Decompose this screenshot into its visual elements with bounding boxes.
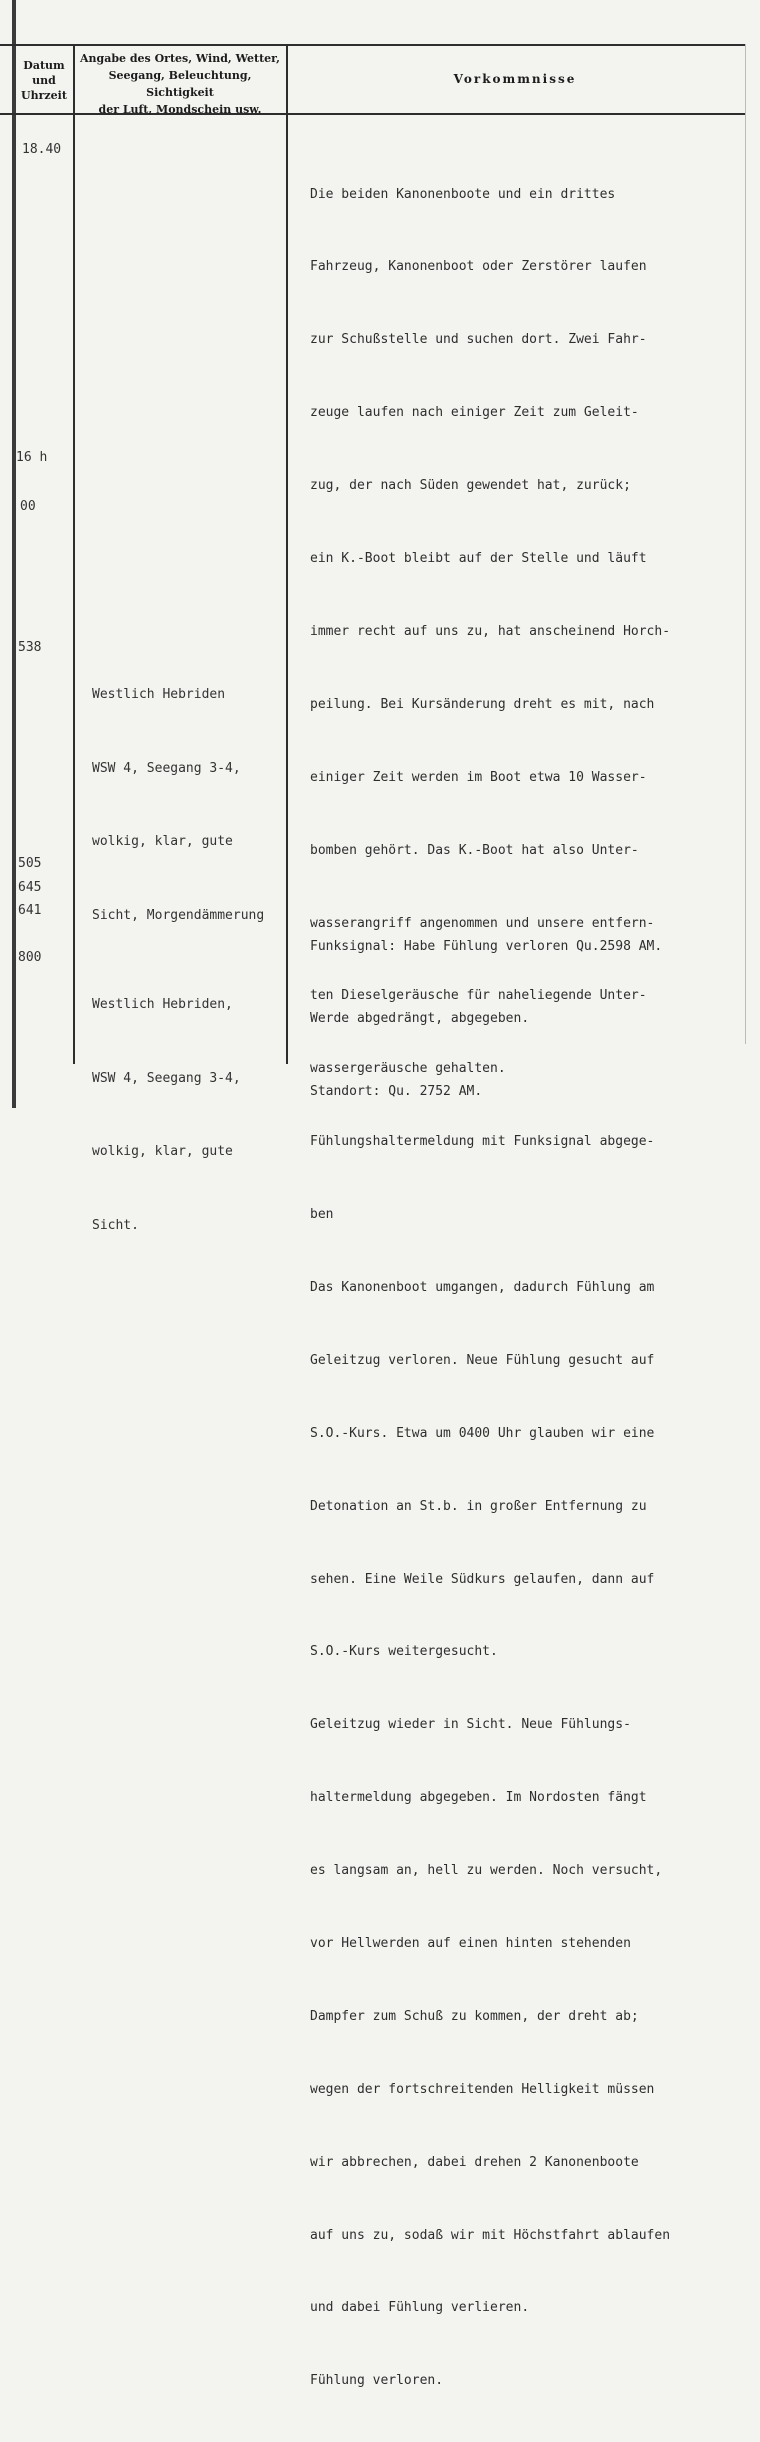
location-line: WSW 4, Seegang 3-4, xyxy=(92,760,241,776)
header-datum-line: und xyxy=(32,74,56,87)
time-entry: 641 xyxy=(18,903,42,918)
entry-line: vor Hellwerden auf einen hinten stehenden xyxy=(310,1935,631,1951)
header-datum-line: Uhrzeit xyxy=(21,89,67,102)
header-ort xyxy=(76,50,284,118)
time-entry: 505 xyxy=(18,856,42,871)
entry-line: Geleitzug wieder in Sicht. Neue Fühlungs- xyxy=(310,1717,631,1733)
entry-line: Geleitzug verloren. Neue Fühlung gesucht auf xyxy=(310,1352,655,1368)
entry-line: ten Dieselgeräusche für naheliegende Unter- xyxy=(310,988,647,1004)
header-ort-line: Angabe des Ortes, Wind, Wetter, xyxy=(79,52,281,65)
header-ort-line: Seegang, Beleuchtung, Sichtigkeit xyxy=(108,69,252,99)
entry-line: ben xyxy=(310,1207,334,1223)
entry-line: auf uns zu, sodaß wir mit Höchstfahrt ablaufen xyxy=(310,2227,671,2243)
table-top-rule xyxy=(0,44,745,46)
location-line: Westlich Hebriden, xyxy=(92,997,233,1012)
entry-line: Funksignal: Habe Fühlung verloren Qu.2598 AM. xyxy=(310,938,663,954)
entry-line: Fahrzeug, Kanonenboot oder Zerstörer laufen xyxy=(310,259,647,275)
entry-line: wasserangriff angenommen und unsere entfern- xyxy=(310,915,655,931)
entry-line: zug, der nach Süden gewendet hat, zurück; xyxy=(310,478,631,494)
location-line: WSW 4, Seegang 3-4, xyxy=(92,1070,241,1086)
location-line: wolkig, klar, gute xyxy=(92,1144,233,1159)
entry-block xyxy=(310,134,670,2442)
entry-line: bomben gehört. Das K.-Boot hat also Unter- xyxy=(310,842,639,858)
time-entry: 00 xyxy=(20,499,36,514)
entry-line: wegen der fortschreitenden Helligkeit müssen xyxy=(310,2081,655,2097)
time-entry: 800 xyxy=(18,950,42,965)
entry-line: es langsam an, hell zu werden. Noch versucht, xyxy=(310,1863,663,1879)
column-divider-1 xyxy=(73,44,75,1064)
entry-block xyxy=(310,886,662,1153)
entry-line: Detonation an St.b. in großer Entfernung zu xyxy=(310,1498,647,1514)
entry-line: zeuge laufen nach einiger Zeit zum Geleit- xyxy=(310,405,639,421)
location-block xyxy=(92,634,264,977)
entry-line: Die beiden Kanonenboote und ein drittes xyxy=(310,186,616,202)
location-line: Sicht. xyxy=(92,1217,139,1233)
entry-line: Fühlungshaltermeldung mit Funksignal abgege- xyxy=(310,1134,655,1150)
header-datum-line: Datum xyxy=(23,59,65,72)
entry-line: S.O.-Kurs. Etwa um 0400 Uhr glauben wir eine xyxy=(310,1425,655,1441)
entry-line: zur Schußstelle und suchen dort. Zwei Fahr- xyxy=(310,332,647,348)
entry-line: wir abbrechen, dabei drehen 2 Kanonenboote xyxy=(310,2154,639,2170)
column-divider-right xyxy=(745,44,746,1044)
entry-line: Dampfer zum Schuß zu kommen, der dreht ab; xyxy=(310,2008,639,2024)
left-binding-edge xyxy=(12,0,16,1108)
entry-line: Fühlung verloren. xyxy=(310,2373,444,2389)
entry-line: ein K.-Boot bleibt auf der Stelle und läuft xyxy=(310,551,647,567)
entry-line: immer recht auf uns zu, hat anscheinend Horch- xyxy=(310,623,671,639)
header-ort-line: der Luft, Mondschein usw. xyxy=(98,103,262,116)
column-divider-2 xyxy=(286,44,288,1064)
entry-line: peilung. Bei Kursänderung dreht es mit, nach xyxy=(310,696,655,712)
entry-line: S.O.-Kurs weitergesucht. xyxy=(310,1644,498,1660)
entry-line: Werde abgedrängt, abgegeben. xyxy=(310,1011,530,1027)
entry-line: einiger Zeit werden im Boot etwa 10 Wasser- xyxy=(310,769,647,785)
time-entry: 16 h xyxy=(16,450,48,465)
location-block xyxy=(92,944,241,1287)
entry-line: wassergeräusche gehalten. xyxy=(310,1061,506,1077)
location-line: Westlich Hebriden xyxy=(92,687,226,702)
time-entry: 538 xyxy=(18,640,42,655)
header-datum xyxy=(16,58,72,103)
location-line: wolkig, klar, gute xyxy=(92,834,233,849)
location-line: Sicht, Morgendämmerung xyxy=(92,907,265,923)
entry-line: haltermeldung abgegeben. Im Nordosten fängt xyxy=(310,1790,647,1806)
entry-line: und dabei Fühlung verlieren. xyxy=(310,2300,530,2316)
header-vorkommnisse: Vorkommnisse xyxy=(453,72,577,86)
entry-line: sehen. Eine Weile Südkurs gelaufen, dann auf xyxy=(310,1571,655,1587)
time-entry: 18.40 xyxy=(22,142,62,157)
time-entry: 645 xyxy=(18,880,42,895)
entry-line: Das Kanonenboot umgangen, dadurch Fühlung am xyxy=(310,1279,655,1295)
entry-line: Standort: Qu. 2752 AM. xyxy=(310,1084,483,1100)
